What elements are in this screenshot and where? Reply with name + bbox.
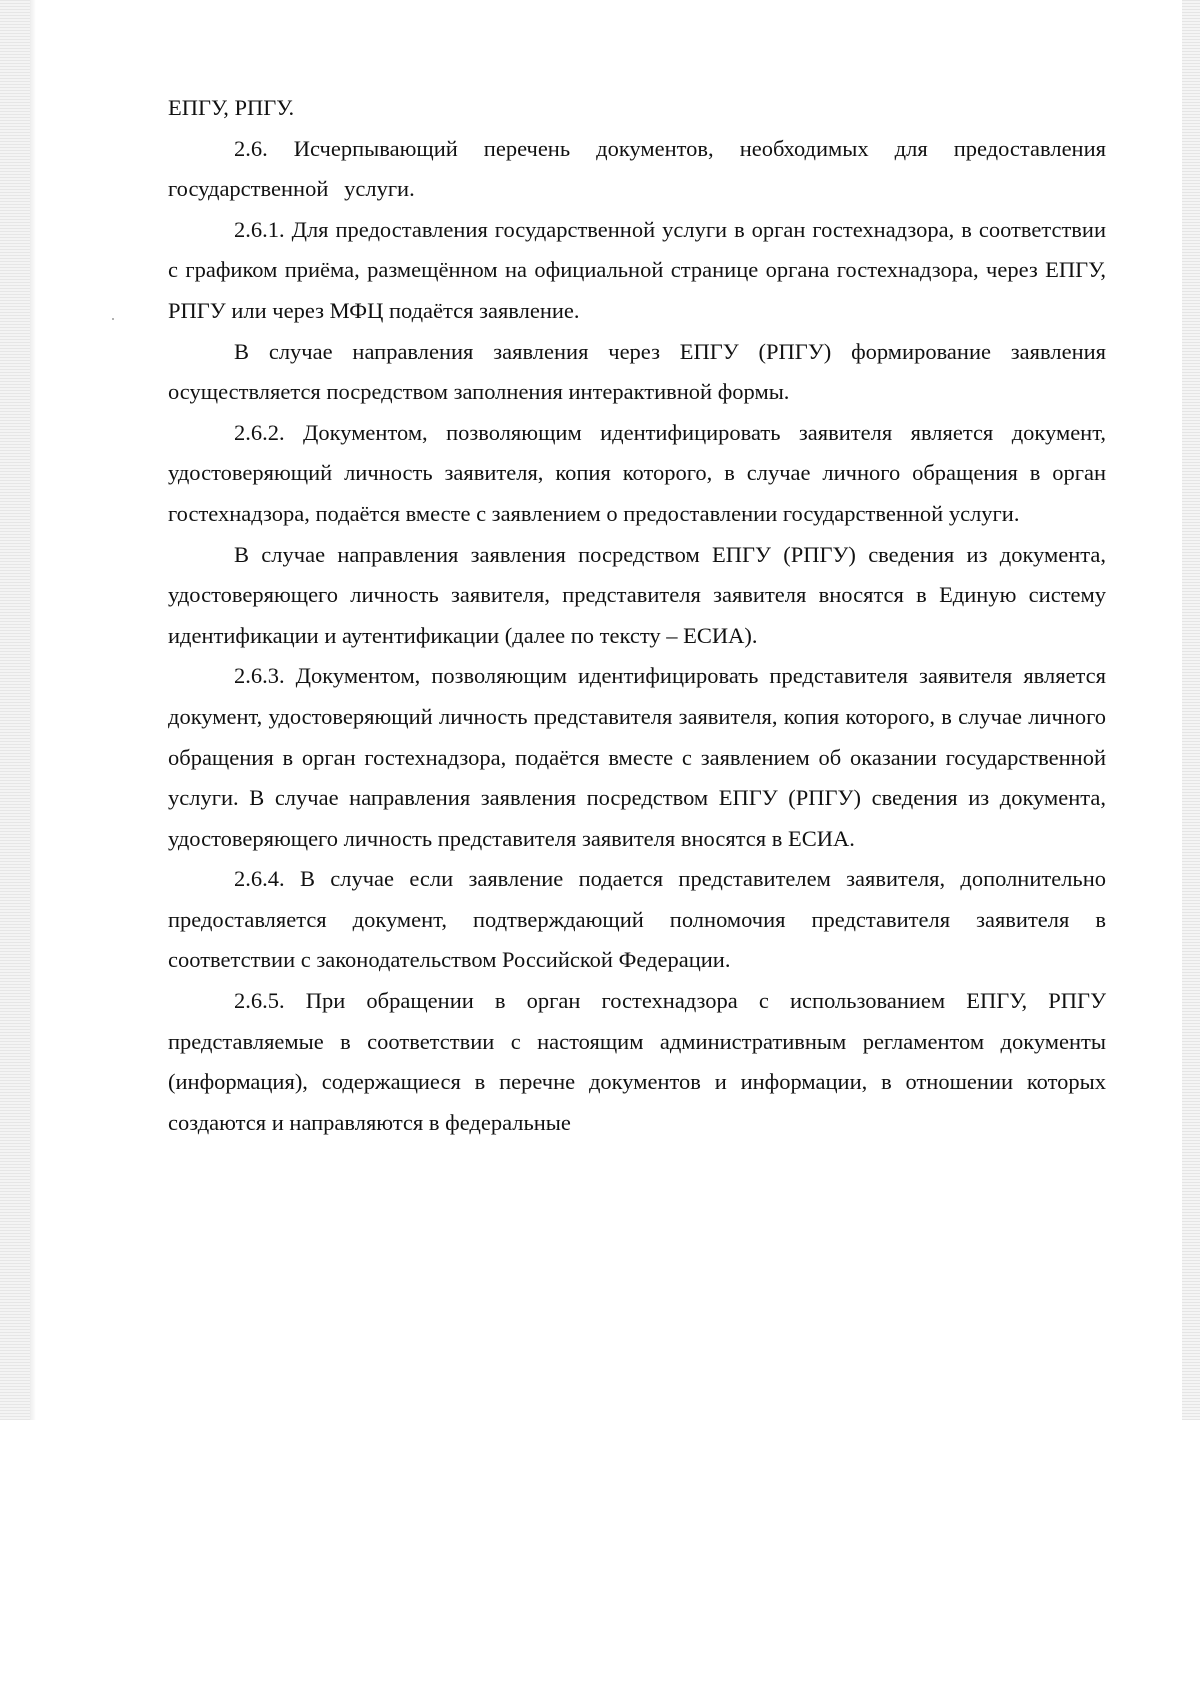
scan-speck <box>112 318 114 320</box>
paragraph-2-6-3: 2.6.3. Документом, позволяющим идентифицировать представителя заявителя является документ, удостоверяющий личность представителя заявителя, копия которого, в случае личного обращения в орган гостехнадзора, подаётся вместе с заявлением об оказании государственной услуги. В случае направления заявления посредством ЕПГУ (РПГУ) сведения из документа, удостоверяющего личность представителя заявителя вносятся в ЕСИА. <box>168 663 1106 851</box>
paragraph-2-6: 2.6. Исчерпывающий перечень документов, необходимых для предоставления государственной услуги. <box>168 135 1106 202</box>
paragraph-2-6-4: 2.6.4. В случае если заявление подается представителем заявителя, дополнительно предоставляется документ, подтверждающий полномочия представителя заявителя в соответствии с законодательством Российской Федерации. <box>168 866 1106 973</box>
paragraph-continuation: ЕПГУ, РПГУ. <box>168 95 295 120</box>
paragraph-epgu-form: В случае направления заявления через ЕПГУ (РПГУ) формирование заявления осуществляется посредством заполнения интерактивной формы. <box>168 338 1106 405</box>
paragraph-2-6-2: 2.6.2. Документом, позволяющим идентифицировать заявителя является документ, удостоверяющий личность заявителя, копия которого, в случае личного обращения в орган гостехнадзора, подаётся вместе с заявлением о предоставлении государственной услуги. <box>168 419 1106 526</box>
paragraph-esia: В случае направления заявления посредством ЕПГУ (РПГУ) сведения из документа, удостоверяющего личность заявителя, представителя заявителя вносятся в Единую систему идентификации и аутентификации (далее по тексту – ЕСИА). <box>168 541 1106 648</box>
scan-right-edge <box>1182 0 1200 1420</box>
paragraph-2-6-1: 2.6.1. Для предоставления государственной услуги в орган гостехнадзора, в соответствии с графиком приёма, размещённом на официальной странице органа гостехнадзора, через ЕПГУ, РПГУ или через МФЦ подаётся заявление. <box>168 216 1106 323</box>
scan-left-edge <box>0 0 30 1420</box>
document-body <box>168 88 1106 1143</box>
paragraph-2-6-5: 2.6.5. При обращении в орган гостехнадзора с использованием ЕПГУ, РПГУ представляемые в соответствии с настоящим административным регламентом документы (информация), содержащиеся в перечне документов и информации, в отношении которых создаются и направляются в федеральные <box>168 988 1106 1135</box>
